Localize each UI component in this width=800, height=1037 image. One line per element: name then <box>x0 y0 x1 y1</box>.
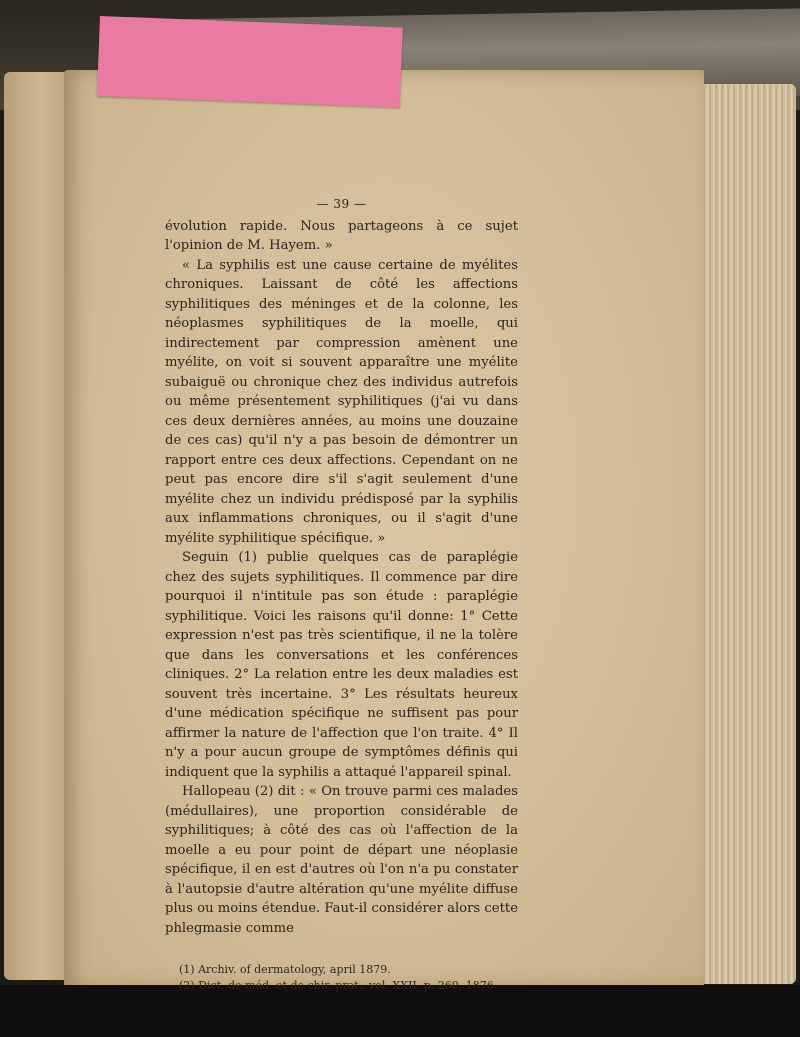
footnote: (2) Dict. de méd. et de chir. prat., vol. XXII, p. 260, 1876. <box>179 979 498 992</box>
paragraph: Hallopeau (2) dit : « On trouve parmi ces malades (médullaires), une proportion considérable de syphilitiques; à côté des cas où l'affection de la moelle a eu pour point de départ une néoplasie spécifique, il en est d'autres où l'on n'a pu constater à l'autopsie d'autre altération qu'une myélite diffuse plus ou moins étendue. Faut-il considérer alors cette phlegmasie comme <box>165 784 518 936</box>
left-page-edge <box>4 72 72 980</box>
paragraph: Seguin (1) publie quelques cas de paraplégie chez des sujets syphilitiques. Il commence par dire pourquoi il n'intitule pas son étude : paraplégie syphilitique. Voici les raisons qu'il donne: 1° Cette expression n'est pas très scientifique, il ne la tolère que dans les conversations et les conférences cliniques. 2° La relation entre les deux maladies est souvent très incertaine. 3° Les résultats heureux d'une médication spécifique ne suffisent pas pour affirmer la nature de l'affection que l'on traite. 4° Il n'y a pour aucun groupe de symptômes définis qui indiquent que la syphilis a attaqué l'appareil spinal. <box>165 550 518 780</box>
page-number: — 39 — <box>316 197 367 211</box>
paragraph: évolution rapide. Nous partageons à ce sujet l'opinion de M. Hayem. » <box>165 218 518 253</box>
page-text <box>165 195 518 994</box>
pink-bookmark <box>97 16 403 108</box>
footnote: (1) Archiv. of dermatology, april 1879. <box>179 963 391 976</box>
footnotes <box>165 962 518 994</box>
paragraph: « La syphilis est une cause certaine de myélites chroniques. Laissant de côté les affections syphilitiques des méninges et de la colonne, les néoplasmes syphilitiques de la moelle, qui indirectement par compression amènent une myélite, on voit si souvent apparaître une myélite subaiguë ou chronique chez des individus autrefois ou même présentement syphilitiques (j'ai vu dans ces deux dernières années, au moins une douzaine de ces cas) qu'il n'y a pas besoin de démontrer un rapport entre ces deux affections. Cependant on ne peut pas encore dire s'il s'agit seulement d'une myélite chez un individu prédisposé par la syphilis aux inflammations chroniques, ou il s'agit d'une myélite syphilitique spécifique. » <box>165 257 518 546</box>
